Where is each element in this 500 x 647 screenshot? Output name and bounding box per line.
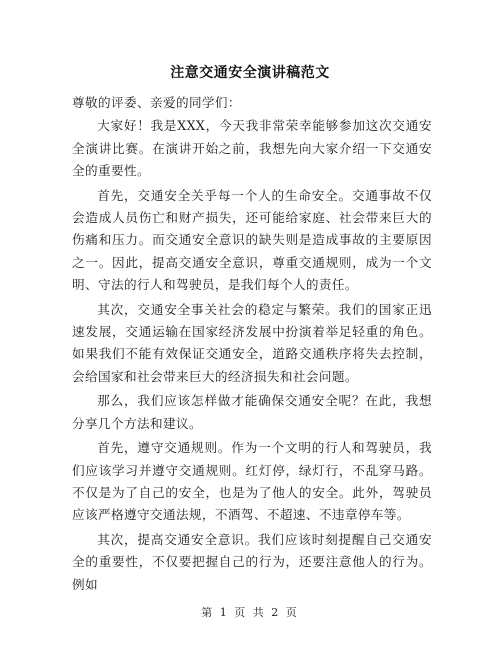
- paragraph-life-safety: 首先，交通安全关乎每一个人的生命安全。交通事故不仅会造成人员伤亡和财产损失，还可能给家庭、社会带来巨大的伤痛和压力。而交通安全意识的缺失则是造成事故的主要原因之一。因此，提高交通安全意识，尊重交通规则，成为一个文明、守法的行人和驾驶员，是我们每个人的责任。: [72, 187, 432, 293]
- paragraph-awareness: 其次，提高交通安全意识。我们应该时刻提醒自己交通安全的重要性，不仅要把握自己的行为，还要注意他人的行为。例如: [72, 531, 432, 592]
- paragraph-obey-rules: 首先，遵守交通规则。作为一个文明的行人和驾驶员，我们应该学习并遵守交通规则。红灯停，绿灯行，不乱穿马路。不仅是为了自己的安全，也是为了他人的安全。此外，驾驶员应该严格遵守交通法规，不酒驾、不超速、不违章停车等。: [72, 440, 432, 523]
- document-title: 注意交通安全演讲稿范文: [170, 65, 330, 81]
- paragraph-social-stability: 其次，交通安全事关社会的稳定与繁荣。我们的国家正迅速发展，交通运输在国家经济发展中扮演着举足轻重的角色。如果我们不能有效保证交通安全，道路交通秩序将失去控制，会给国家和社会带来巨大的经济损失和社会问题。: [72, 301, 432, 384]
- salutation: 尊敬的评委、亲爱的同学们：: [72, 95, 241, 110]
- document-body: [72, 92, 432, 598]
- page-footer: 第 1 页 共 2 页: [201, 606, 299, 619]
- paragraph-how-to: 那么，我们应该怎样做才能确保交通安全呢？在此，我想分享几个方法和建议。: [72, 393, 432, 431]
- paragraph-intro: 大家好！我是XXX，今天我非常荣幸能够参加这次交通安全演讲比赛。在演讲开始之前，我想先向大家介绍一下交通安全的重要性。: [72, 118, 432, 179]
